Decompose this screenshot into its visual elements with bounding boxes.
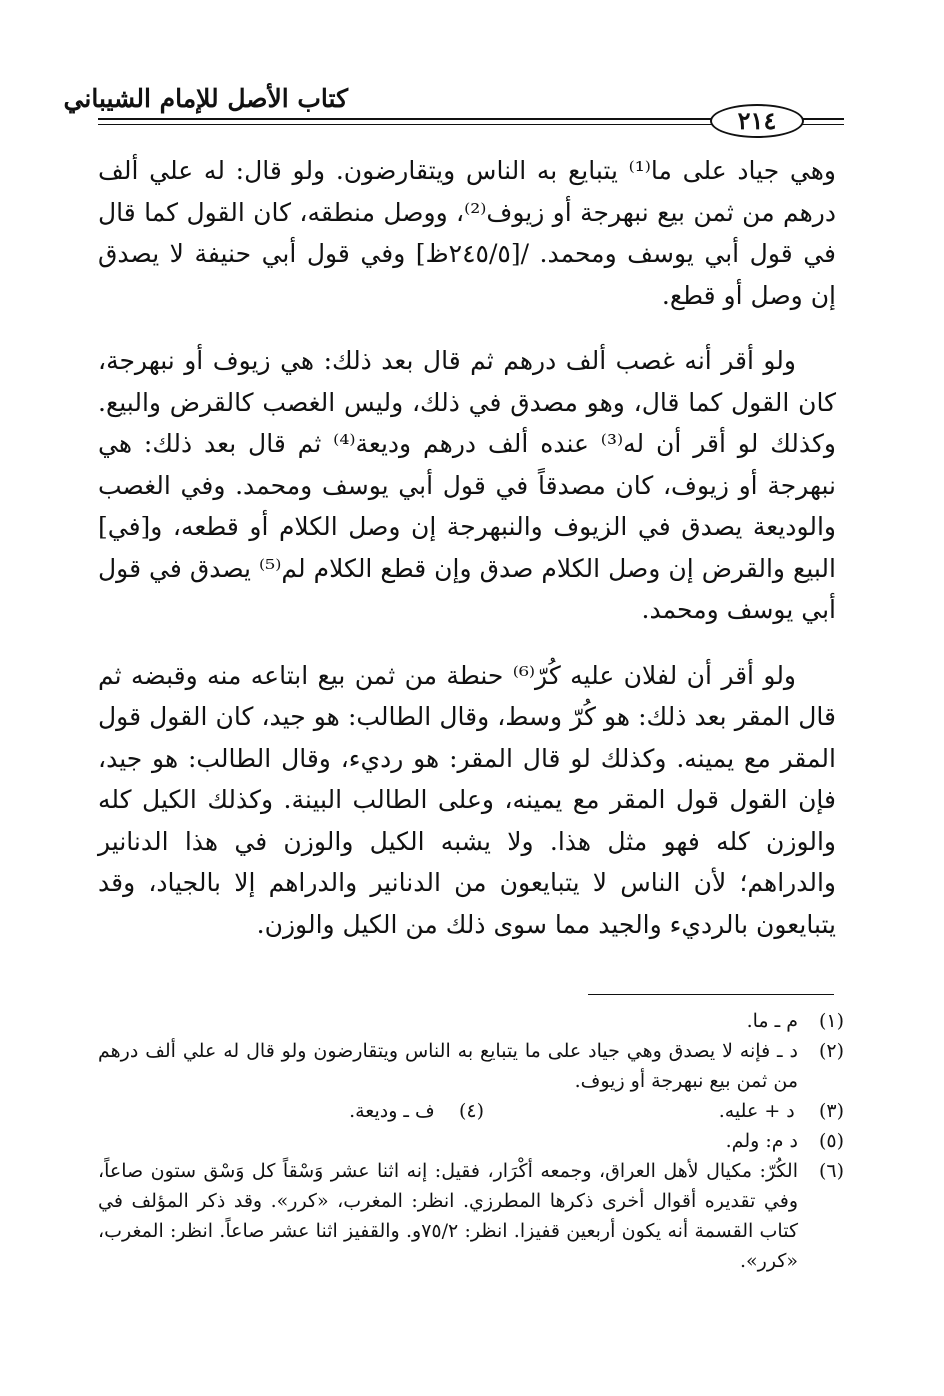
main-text xyxy=(98,150,836,969)
running-title: كتاب الأصل للإمام الشيباني xyxy=(63,84,348,113)
paragraph: وهي جياد على ما⁽¹⁾ يتبايع به الناس ويتقارضون. ولو قال: له علي ألف درهم من ثمن بيع نبهرجة أو زيوف⁽²⁾، ووصل منطقه، كان القول كما قال في قول أبي يوسف ومحمد. /[٢٤٥/٥ظ] وفي قول أبي حنيفة لا يصدق إن وصل أو قطع. xyxy=(98,156,836,310)
footnote-number: (١) xyxy=(818,1010,844,1032)
page-number: ٢١٤ xyxy=(710,104,804,138)
footnote-text: د م: ولم. xyxy=(725,1130,798,1152)
footnote xyxy=(349,1096,484,1126)
footnote-number: (٥) xyxy=(818,1130,844,1152)
footnote-text: الكُرّ: مكيال لأهل العراق، وجمعه أكْرَار، فقيل: إنه اثنا عشر وَسْقاً كل وَسْق ستون صاعاً، وفي تقديره أقوال أخرى ذكرها المطرزي. انظر: المغرب، «كرر». وقد ذكر المؤلف في كتاب القسمة أنه يكون أربعين قفيزا. انظر: ٧٥/٢و. والقفيز اثنا عشر صاعاً. انظر: المغرب، «كرر». xyxy=(98,1160,798,1272)
footnote-number: (٤) xyxy=(458,1100,484,1122)
footnote-text: م ـ ما. xyxy=(746,1010,798,1032)
footnote xyxy=(719,1096,844,1126)
footnote xyxy=(98,1006,844,1036)
page-header xyxy=(63,78,844,138)
footnotes xyxy=(98,1006,844,1276)
footnote-text: د ـ فإنه لا يصدق وهي جياد على ما يتبايع به الناس ويتقارضون ولو قال له علي ألف درهم من ثمن بيع نبهرجة أو زيوف. xyxy=(98,1040,798,1092)
footnote xyxy=(98,1036,844,1096)
footnote-text: ف ـ وديعة. xyxy=(349,1100,435,1122)
footnote xyxy=(98,1126,844,1156)
paragraph: ولو أقر أن لفلان عليه كُرّ⁽⁶⁾ حنطة من ثمن بيع ابتاعه منه وقبضه ثم قال المقر بعد ذلك: هو كُرّ وسط، وقال الطالب: هو جيد، كان القول قول المقر مع يمينه. وكذلك لو قال المقر: هو رديء، وقال الطالب: هو جيد، فإن القول قول المقر مع يمينه، وعلى الطالب البينة. وكذلك الكيل كله والوزن كله فهو مثل هذا. ولا يشبه الكيل والوزن في هذا الدنانير والدراهم؛ لأن الناس لا يتبايعون من الدنانير والدراهم إلا بالجياد، وقد يتبايعون بالرديء والجيد مما سوى ذلك من الكيل والوزن. xyxy=(98,660,836,939)
footnote-number: (٦) xyxy=(818,1160,844,1182)
footnote-text: د + عليه. xyxy=(718,1100,795,1122)
footnote-number: (٣) xyxy=(818,1100,844,1122)
paragraph: ولو أقر أنه غصب ألف درهم ثم قال بعد ذلك: هي زيوف أو نبهرجة، كان القول كما قال، وهو مصدق في ذلك، وليس الغصب كالقرض والبيع. وكذلك لو أقر أن له⁽³⁾ عنده ألف درهم وديعة⁽⁴⁾ ثم قال بعد ذلك: هي نبهرجة أو زيوف، كان مصدقاً في قول أبي يوسف ومحمد. وفي الغصب والوديعة يصدق في الزيوف والنبهرجة إن وصل الكلام أو قطعه، و[في] البيع والقرض إن وصل الكلام صدق وإن قطع الكلام لم⁽⁵⁾ يصدق في قول أبي يوسف ومحمد. xyxy=(98,346,836,624)
footnote-pair xyxy=(98,1096,844,1126)
footnote-separator xyxy=(588,994,834,995)
footnote xyxy=(98,1156,844,1276)
footnote-number: (٢) xyxy=(818,1040,844,1062)
